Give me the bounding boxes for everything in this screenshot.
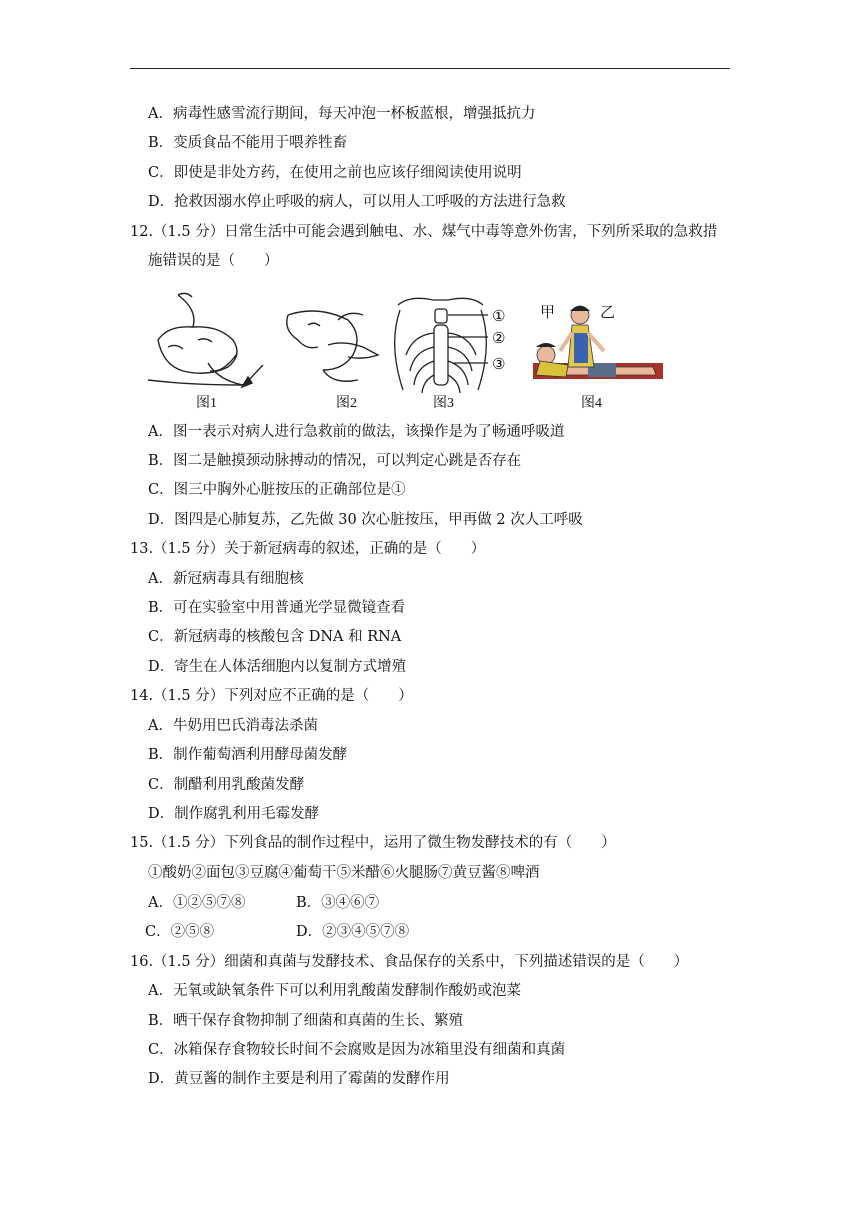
caption-fig2: 图2 bbox=[336, 396, 357, 411]
q15-option-b: B．③④⑥⑦ bbox=[296, 895, 380, 911]
q14-option-a: A．牛奶用巴氏消毒法杀菌 bbox=[148, 718, 318, 734]
q15-stem: 15.（1.5 分）下列食品的制作过程中，运用了微生物发酵技术的有（ ） bbox=[130, 835, 616, 851]
q16-stem: 16.（1.5 分）细菌和真菌与发酵技术、食品保存的关系中，下列描述错误的是（ ） bbox=[130, 954, 689, 970]
q16-option-d: D．黄豆酱的制作主要是利用了霉菌的发酵作用 bbox=[148, 1071, 450, 1087]
q13-option-c: C．新冠病毒的核酸包含 DNA 和 RNA bbox=[148, 629, 402, 645]
q13-option-b: B．可在实验室中用普通光学显微镜查看 bbox=[148, 600, 406, 616]
q12-figures bbox=[148, 285, 668, 415]
q16-option-b: B．晒干保存食物抑制了细菌和真菌的生长、繁殖 bbox=[148, 1013, 464, 1029]
q12-option-c: C．图三中胸外心脏按压的正确部位是① bbox=[148, 482, 406, 498]
q16-option-a: A．无氧或缺氧条件下可以利用乳酸菌发酵制作酸奶或泡菜 bbox=[148, 983, 521, 999]
q13-option-a: A．新冠病毒具有细胞核 bbox=[148, 571, 304, 587]
q15-items: ①酸奶②面包③豆腐④葡萄干⑤米醋⑥火腿肠⑦黄豆酱⑧啤酒 bbox=[148, 865, 540, 881]
q12-stem-line1: 12.（1.5 分）日常生活中可能会遇到触电、水、煤气中毒等意外伤害，下列所采取的急救措 bbox=[130, 224, 718, 240]
q12-stem-line2: 施错误的是（ ） bbox=[148, 253, 279, 269]
q13-option-d: D．寄生在人体活细胞内以复制方式增殖 bbox=[148, 659, 407, 675]
q11-option-a: A．病毒性感雪流行期间，每天冲泡一杯板蓝根，增强抵抗力 bbox=[148, 106, 536, 122]
first-aid-figures bbox=[148, 285, 668, 415]
header-rule bbox=[130, 68, 730, 69]
q15-option-c: C．②⑤⑧ bbox=[145, 924, 215, 940]
figure-2-carotid-pulse bbox=[287, 311, 378, 381]
figure-3-rib-cage bbox=[395, 298, 488, 393]
q16-option-c: C．冰箱保存食物较长时间不会腐败是因为冰箱里没有细菌和真菌 bbox=[148, 1042, 566, 1058]
q11-option-d: D．抢救因溺水停止呼吸的病人，可以用人工呼吸的方法进行急救 bbox=[148, 194, 566, 210]
q12-option-d: D．图四是心肺复苏，乙先做 30 次心脏按压，甲再做 2 次人工呼吸 bbox=[148, 512, 583, 528]
q15-option-a: A．①②⑤⑦⑧ bbox=[148, 895, 246, 911]
marker-3: ③ bbox=[492, 355, 506, 373]
q14-option-b: B．制作葡萄酒利用酵母菌发酵 bbox=[148, 747, 348, 763]
q11-option-c: C．即使是非处方药，在使用之前也应该仔细阅读使用说明 bbox=[148, 165, 522, 181]
caption-fig1: 图1 bbox=[196, 396, 217, 411]
caption-fig4: 图4 bbox=[581, 396, 602, 411]
q14-option-c: C．制醋利用乳酸菌发酵 bbox=[148, 777, 305, 793]
q14-stem: 14.（1.5 分）下列对应不正确的是（ ） bbox=[130, 688, 413, 704]
figure-captions bbox=[196, 395, 602, 411]
q11-option-b: B．变质食品不能用于喂养牲畜 bbox=[148, 135, 348, 151]
q12-option-b: B．图二是触摸颈动脉搏动的情况，可以判定心跳是否存在 bbox=[148, 453, 522, 469]
q13-stem: 13.（1.5 分）关于新冠病毒的叙述，正确的是（ ） bbox=[130, 541, 486, 557]
q15-option-d: D．②③④⑤⑦⑧ bbox=[296, 924, 410, 940]
marker-2: ② bbox=[492, 329, 506, 347]
figure-1-head-tilt bbox=[148, 293, 263, 387]
person-yi: 乙 bbox=[600, 303, 616, 321]
person-jia: 甲 bbox=[540, 303, 556, 321]
q12-option-a: A．图一表示对病人进行急救前的做法，该操作是为了畅通呼吸道 bbox=[148, 424, 565, 440]
caption-fig3: 图3 bbox=[433, 396, 454, 411]
q14-option-d: D．制作腐乳利用毛霉发酵 bbox=[148, 806, 320, 822]
figure-3-markers bbox=[492, 307, 505, 373]
marker-1: ① bbox=[492, 307, 506, 325]
